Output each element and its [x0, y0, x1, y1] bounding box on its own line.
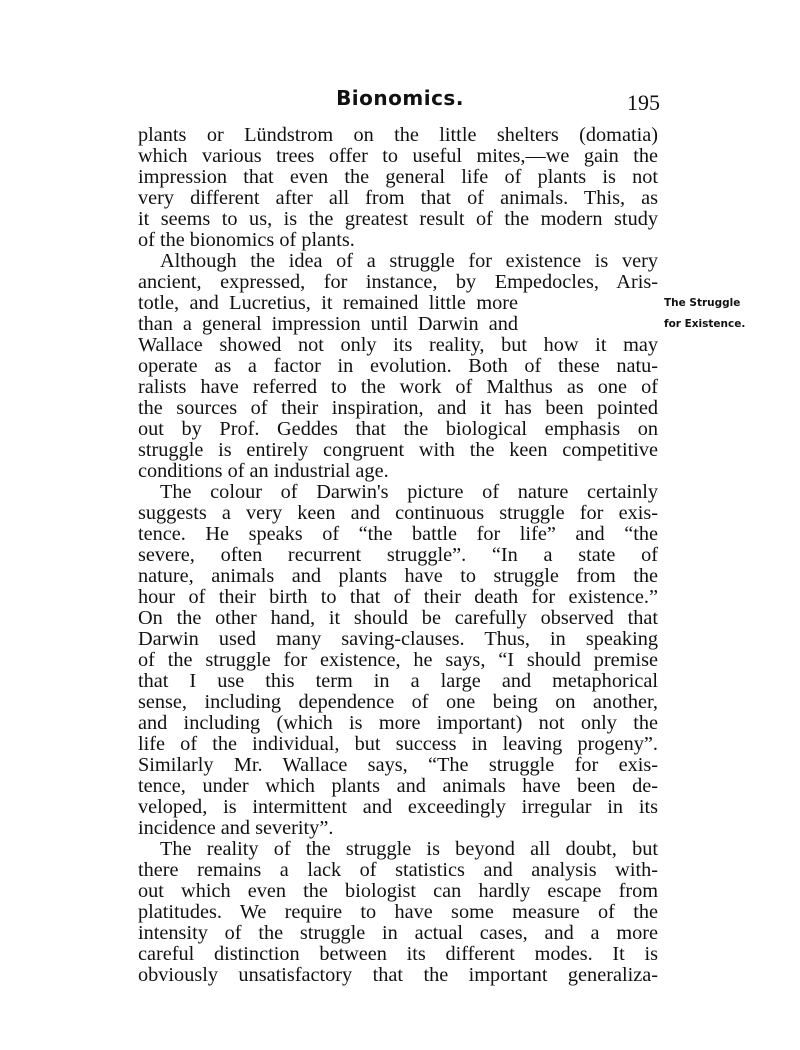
margin-note-line: The Struggle — [664, 297, 741, 309]
text-line: On the other hand, it should be carefully observed that — [138, 607, 658, 629]
text-line: of the bionomics of plants. — [138, 229, 355, 251]
text-line: platitudes. We require to have some measure of the — [138, 901, 658, 923]
body-text — [138, 124, 746, 986]
text-line: operate as a factor in evolution. Both of these natu- — [138, 355, 658, 377]
text-line: plants or Lündstrom on the little shelters (domatia) — [138, 124, 658, 146]
margin-note-line: for Existence. — [664, 318, 746, 330]
text-line: out which even the biologist can hardly escape from — [138, 880, 658, 902]
text-line: very different after all from that of animals. This, as — [138, 187, 658, 209]
text-line: conditions of an industrial age. — [138, 460, 389, 482]
text-line: Similarly Mr. Wallace says, “The struggle for exis- — [138, 754, 658, 776]
page-number: 195 — [627, 90, 660, 115]
text-line: it seems to us, is the greatest result of the modern study — [138, 208, 658, 230]
text-line: of the struggle for existence, he says, “I should premise — [138, 649, 658, 671]
text-line: tence, under which plants and animals have been de- — [138, 775, 658, 797]
text-line: there remains a lack of statistics and analysis with- — [138, 859, 658, 881]
text-line: Although the idea of a struggle for existence is very — [160, 250, 658, 272]
text-line: the sources of their inspiration, and it has been pointed — [138, 397, 658, 419]
text-line: tence. He speaks of “the battle for life” and “the — [138, 523, 658, 545]
text-line: suggests a very keen and continuous struggle for exis- — [138, 502, 658, 524]
text-line: hour of their birth to that of their death for existence.” — [138, 586, 658, 608]
text-line: totle, and Lucretius, it remained little more — [138, 292, 518, 314]
running-head: Bionomics. — [336, 86, 464, 110]
text-line: incidence and severity”. — [138, 817, 334, 839]
text-line: veloped, is intermittent and exceedingly irregular in its — [138, 796, 658, 818]
text-line: ancient, expressed, for instance, by Empedocles, Aris- — [138, 271, 658, 293]
text-line: and including (which is more important) not only the — [138, 712, 658, 734]
text-line: out by Prof. Geddes that the biological emphasis on — [138, 418, 658, 440]
text-line: which various trees offer to useful mites,—we gain the — [138, 145, 658, 167]
text-line: ralists have referred to the work of Malthus as one of — [138, 376, 658, 398]
text-line: that I use this term in a large and metaphorical — [138, 670, 658, 692]
text-line: The reality of the struggle is beyond all doubt, but — [160, 838, 658, 860]
text-line: severe, often recurrent struggle”. “In a state of — [138, 544, 658, 566]
text-line: impression that even the general life of plants is not — [138, 166, 658, 188]
text-line: than a general impression until Darwin and — [138, 313, 518, 335]
text-line: life of the individual, but success in leaving progeny”. — [138, 733, 658, 755]
text-line: careful distinction between its different modes. It is — [138, 943, 658, 965]
text-line: intensity of the struggle in actual cases, and a more — [138, 922, 658, 944]
text-line: obviously unsatisfactory that the important generaliza- — [138, 964, 658, 986]
text-line: Wallace showed not only its reality, but how it may — [138, 334, 658, 356]
text-line: The colour of Darwin's picture of nature certainly — [160, 481, 658, 503]
text-line: Darwin used many saving-clauses. Thus, in speaking — [138, 628, 658, 650]
page-header — [0, 86, 800, 116]
text-line: nature, animals and plants have to struggle from the — [138, 565, 658, 587]
text-line: struggle is entirely congruent with the keen competitive — [138, 439, 658, 461]
text-line: sense, including dependence of one being on another, — [138, 691, 658, 713]
